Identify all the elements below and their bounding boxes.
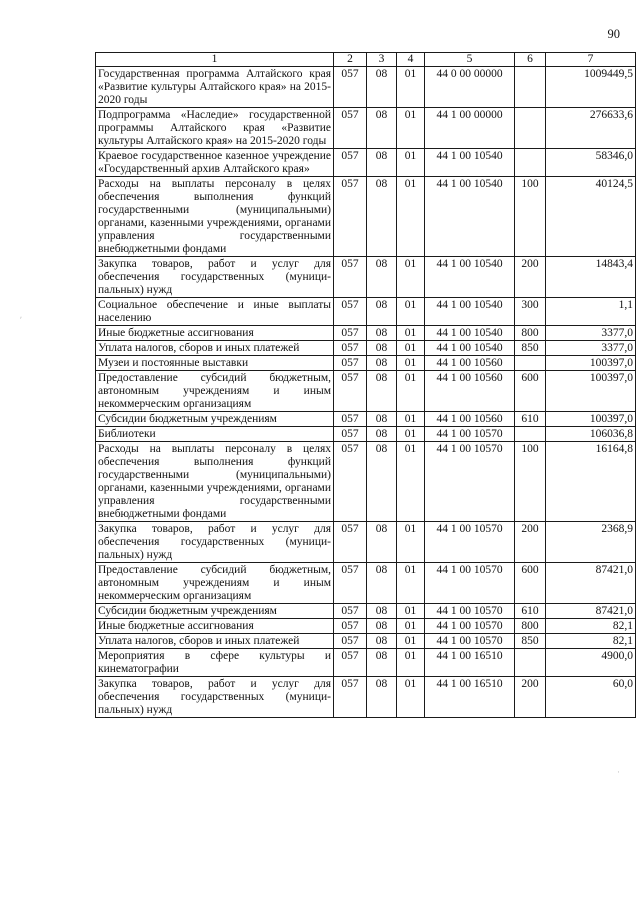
header-cell: 4: [397, 53, 425, 67]
row-ved-cell: 057: [334, 442, 367, 522]
row-ved-cell: 057: [334, 619, 367, 634]
table-row: [96, 563, 636, 604]
row-rz-cell: 08: [367, 427, 397, 442]
row-pr-cell: 01: [397, 67, 425, 108]
row-pr-cell: 01: [397, 522, 425, 563]
row-rz-cell: 08: [367, 371, 397, 412]
scan-mark: ·: [617, 767, 620, 777]
row-vr-cell: 300: [515, 298, 546, 326]
row-ved-cell: 057: [334, 649, 367, 677]
table-row: [96, 522, 636, 563]
row-csr-cell: 44 1 00 10540: [425, 298, 515, 326]
row-pr-cell: 01: [397, 442, 425, 522]
table-row: [96, 604, 636, 619]
row-csr-cell: 44 1 00 10560: [425, 412, 515, 427]
row-sum-cell: 40124,5: [546, 177, 636, 257]
row-csr-cell: 44 1 00 10540: [425, 257, 515, 298]
row-ved-cell: 057: [334, 177, 367, 257]
row-sum-cell: 87421,0: [546, 604, 636, 619]
row-rz-cell: 08: [367, 604, 397, 619]
row-pr-cell: 01: [397, 326, 425, 341]
row-sum-cell: 60,0: [546, 677, 636, 718]
row-sum-cell: 106036,8: [546, 427, 636, 442]
row-name-cell: Закупка товаров, работ и услуг для обеспечения государственных (муниципальных) нужд: [96, 677, 334, 718]
row-sum-cell: 82,1: [546, 634, 636, 649]
row-vr-cell: [515, 356, 546, 371]
row-csr-cell: 44 1 00 10570: [425, 619, 515, 634]
row-rz-cell: 08: [367, 67, 397, 108]
row-rz-cell: 08: [367, 257, 397, 298]
row-pr-cell: 01: [397, 298, 425, 326]
header-cell: 5: [425, 53, 515, 67]
row-rz-cell: 08: [367, 177, 397, 257]
row-rz-cell: 08: [367, 677, 397, 718]
row-name-cell: Социальное обеспечение и иные выплаты населению: [96, 298, 334, 326]
row-ved-cell: 057: [334, 257, 367, 298]
row-pr-cell: 01: [397, 604, 425, 619]
row-vr-cell: [515, 67, 546, 108]
row-ved-cell: 057: [334, 522, 367, 563]
row-csr-cell: 44 1 00 10570: [425, 634, 515, 649]
row-pr-cell: 01: [397, 371, 425, 412]
row-pr-cell: 01: [397, 649, 425, 677]
row-vr-cell: 100: [515, 177, 546, 257]
row-name-cell: Мероприятия в сфере культуры и кинематографии: [96, 649, 334, 677]
row-name-cell: Подпрограмма «Наследие» государственной программы Алтайского края «Развитие культуры Алтайского края» на 2015-2020 годы: [96, 108, 334, 149]
row-rz-cell: 08: [367, 298, 397, 326]
row-sum-cell: 14843,4: [546, 257, 636, 298]
row-csr-cell: 44 0 00 00000: [425, 67, 515, 108]
row-vr-cell: [515, 108, 546, 149]
table-body: [96, 67, 636, 718]
row-csr-cell: 44 1 00 10570: [425, 442, 515, 522]
row-vr-cell: 200: [515, 257, 546, 298]
scan-mark: ʹ: [20, 315, 22, 325]
row-ved-cell: 057: [334, 563, 367, 604]
row-vr-cell: 600: [515, 371, 546, 412]
row-vr-cell: 600: [515, 563, 546, 604]
row-pr-cell: 01: [397, 177, 425, 257]
table-row: [96, 356, 636, 371]
row-rz-cell: 08: [367, 522, 397, 563]
row-csr-cell: 44 1 00 10540: [425, 149, 515, 177]
row-name-cell: Закупка товаров, работ и услуг для обеспечения государственных (муниципальных) нужд: [96, 257, 334, 298]
row-ved-cell: 057: [334, 149, 367, 177]
table-row: [96, 619, 636, 634]
row-csr-cell: 44 1 00 10570: [425, 522, 515, 563]
row-rz-cell: 08: [367, 341, 397, 356]
row-vr-cell: 850: [515, 341, 546, 356]
header-cell: 2: [334, 53, 367, 67]
row-ved-cell: 057: [334, 412, 367, 427]
row-vr-cell: 200: [515, 677, 546, 718]
budget-table: [95, 52, 636, 718]
row-csr-cell: 44 1 00 10570: [425, 604, 515, 619]
row-ved-cell: 057: [334, 108, 367, 149]
row-vr-cell: 100: [515, 442, 546, 522]
row-vr-cell: [515, 649, 546, 677]
row-sum-cell: 87421,0: [546, 563, 636, 604]
row-vr-cell: 800: [515, 619, 546, 634]
row-name-cell: Уплата налогов, сборов и иных платежей: [96, 634, 334, 649]
row-name-cell: Музеи и постоянные выставки: [96, 356, 334, 371]
row-pr-cell: 01: [397, 427, 425, 442]
row-sum-cell: 100397,0: [546, 356, 636, 371]
row-vr-cell: 850: [515, 634, 546, 649]
row-pr-cell: 01: [397, 634, 425, 649]
row-ved-cell: 057: [334, 341, 367, 356]
header-cell: 1: [96, 53, 334, 67]
row-csr-cell: 44 1 00 10540: [425, 177, 515, 257]
row-sum-cell: 82,1: [546, 619, 636, 634]
row-ved-cell: 057: [334, 677, 367, 718]
row-rz-cell: 08: [367, 108, 397, 149]
table-row: [96, 326, 636, 341]
row-pr-cell: 01: [397, 619, 425, 634]
row-sum-cell: 3377,0: [546, 341, 636, 356]
row-rz-cell: 08: [367, 412, 397, 427]
row-rz-cell: 08: [367, 649, 397, 677]
row-sum-cell: 1009449,5: [546, 67, 636, 108]
row-csr-cell: 44 1 00 10540: [425, 341, 515, 356]
row-sum-cell: 2368,9: [546, 522, 636, 563]
table-row: [96, 427, 636, 442]
table-row: [96, 257, 636, 298]
row-sum-cell: 58346,0: [546, 149, 636, 177]
table-row: [96, 442, 636, 522]
header-cell: 3: [367, 53, 397, 67]
row-name-cell: Иные бюджетные ассигнования: [96, 326, 334, 341]
table-row: [96, 371, 636, 412]
row-name-cell: Краевое государственное казенное учреждение «Государственный архив Алтайского края»: [96, 149, 334, 177]
table-row: [96, 634, 636, 649]
row-csr-cell: 44 1 00 10540: [425, 326, 515, 341]
row-name-cell: Предоставление субсидий бюджетным, автономным учреждениям и иным некоммерческим организациям: [96, 371, 334, 412]
row-pr-cell: 01: [397, 356, 425, 371]
table-row: [96, 677, 636, 718]
table-row: [96, 149, 636, 177]
table-row: [96, 341, 636, 356]
table-row: [96, 298, 636, 326]
row-csr-cell: 44 1 00 10570: [425, 563, 515, 604]
row-vr-cell: [515, 149, 546, 177]
row-name-cell: Предоставление субсидий бюджетным, автономным учреждениям и иным некоммерческим организациям: [96, 563, 334, 604]
row-name-cell: Субсидии бюджетным учреждениям: [96, 412, 334, 427]
row-ved-cell: 057: [334, 634, 367, 649]
row-sum-cell: 100397,0: [546, 371, 636, 412]
row-pr-cell: 01: [397, 677, 425, 718]
row-rz-cell: 08: [367, 442, 397, 522]
row-csr-cell: 44 1 00 16510: [425, 649, 515, 677]
table-row: [96, 67, 636, 108]
row-rz-cell: 08: [367, 149, 397, 177]
row-sum-cell: 276633,6: [546, 108, 636, 149]
row-sum-cell: 4900,0: [546, 649, 636, 677]
row-sum-cell: 100397,0: [546, 412, 636, 427]
row-name-cell: Расходы на выплаты персоналу в целях обеспечения выполнения функций государственными (муниципальными) органами, казенными учреждениями, органами управления государственными внебюджетными фондами: [96, 442, 334, 522]
row-rz-cell: 08: [367, 563, 397, 604]
row-vr-cell: 610: [515, 412, 546, 427]
row-csr-cell: 44 1 00 00000: [425, 108, 515, 149]
row-pr-cell: 01: [397, 412, 425, 427]
row-name-cell: Иные бюджетные ассигнования: [96, 619, 334, 634]
row-ved-cell: 057: [334, 356, 367, 371]
row-ved-cell: 057: [334, 604, 367, 619]
row-pr-cell: 01: [397, 257, 425, 298]
row-name-cell: Закупка товаров, работ и услуг для обеспечения государственных (муниципальных) нужд: [96, 522, 334, 563]
table-row: [96, 649, 636, 677]
row-rz-cell: 08: [367, 326, 397, 341]
row-rz-cell: 08: [367, 619, 397, 634]
row-pr-cell: 01: [397, 563, 425, 604]
row-ved-cell: 057: [334, 67, 367, 108]
row-ved-cell: 057: [334, 371, 367, 412]
row-sum-cell: 1,1: [546, 298, 636, 326]
row-pr-cell: 01: [397, 341, 425, 356]
row-pr-cell: 01: [397, 149, 425, 177]
row-rz-cell: 08: [367, 634, 397, 649]
row-sum-cell: 3377,0: [546, 326, 636, 341]
row-rz-cell: 08: [367, 356, 397, 371]
table-header-row: [96, 53, 636, 67]
row-csr-cell: 44 1 00 10560: [425, 356, 515, 371]
row-name-cell: Уплата налогов, сборов и иных платежей: [96, 341, 334, 356]
row-name-cell: Государственная программа Алтайского края «Развитие культуры Алтайского края» на 2015-2020 годы: [96, 67, 334, 108]
row-csr-cell: 44 1 00 10570: [425, 427, 515, 442]
table-row: [96, 412, 636, 427]
row-name-cell: Библиотеки: [96, 427, 334, 442]
header-cell: 6: [515, 53, 546, 67]
row-vr-cell: 610: [515, 604, 546, 619]
row-ved-cell: 057: [334, 326, 367, 341]
row-ved-cell: 057: [334, 298, 367, 326]
row-csr-cell: 44 1 00 10560: [425, 371, 515, 412]
row-name-cell: Расходы на выплаты персоналу в целях обеспечения выполнения функций государственными (муниципальными) органами, казенными учреждениями, органами управления государственными внебюджетными фондами: [96, 177, 334, 257]
row-pr-cell: 01: [397, 108, 425, 149]
row-vr-cell: [515, 427, 546, 442]
row-vr-cell: 200: [515, 522, 546, 563]
row-csr-cell: 44 1 00 16510: [425, 677, 515, 718]
row-name-cell: Субсидии бюджетным учреждениям: [96, 604, 334, 619]
header-cell: 7: [546, 53, 636, 67]
row-ved-cell: 057: [334, 427, 367, 442]
row-sum-cell: 16164,8: [546, 442, 636, 522]
row-vr-cell: 800: [515, 326, 546, 341]
page-number: 90: [607, 27, 620, 41]
table-row: [96, 108, 636, 149]
table-row: [96, 177, 636, 257]
